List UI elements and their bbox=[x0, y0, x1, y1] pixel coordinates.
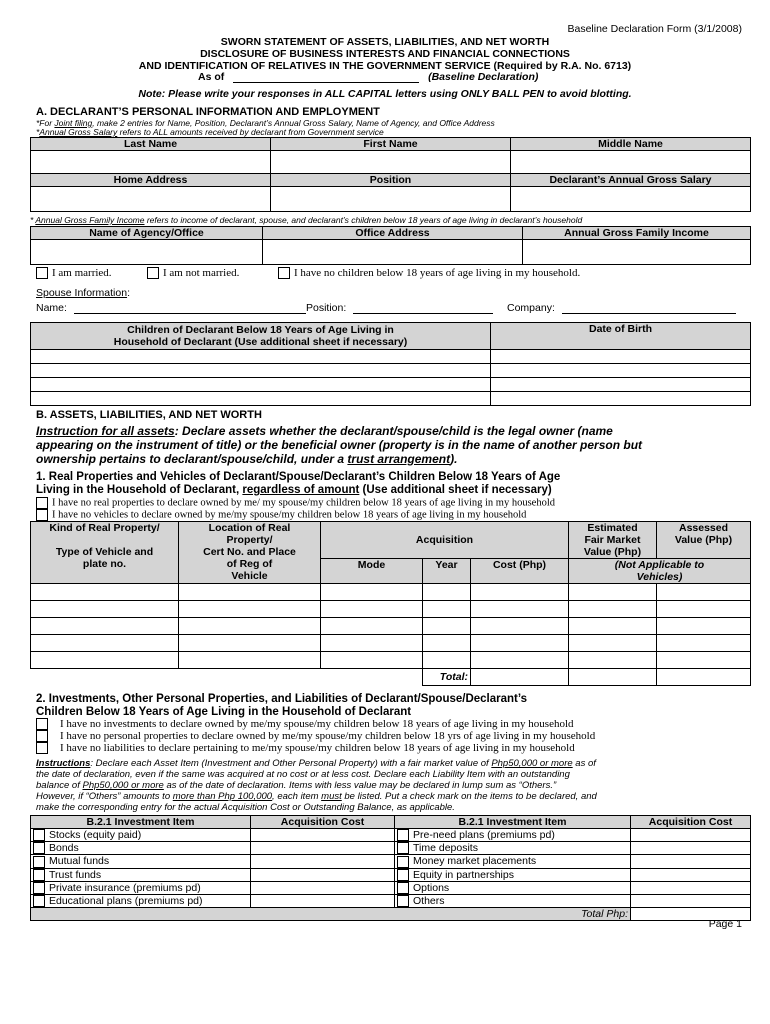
agency-header: Name of Agency/Office bbox=[31, 227, 263, 240]
checkbox[interactable] bbox=[33, 869, 45, 881]
salary-footnote: *Annual Gross Salary refers to ALL amounts received by declarant from Government service bbox=[36, 127, 384, 137]
form-reference: Baseline Declaration Form (3/1/2008) bbox=[567, 23, 742, 35]
investment-item[interactable]: Time deposits bbox=[395, 842, 631, 855]
agency-table bbox=[30, 226, 751, 265]
investment-instructions: Instructions: Declare each Asset Item (Investment and Other Personal Property) with a fair market value of Php50,000 or more as of the date of declaration, even if the same was acquired at no cost or at less cost. Declare each Liability Item with an outstanding balance of Php50,000 or more as of the date of declaration. Items with less value may be declared in lump sum as “Others.” However, if “Others” amounts to more than Php 100,000, each item must be listed. Put a check mark on the items to be declared, and make the corresponding entry for the actual Acquisition Cost or Outstanding Balance, as applicable. bbox=[36, 758, 597, 813]
spouse-name-line[interactable] bbox=[74, 313, 306, 314]
spouse-company-label: Company: bbox=[507, 302, 555, 314]
investment-item[interactable]: Options bbox=[395, 881, 631, 894]
spouse-info-label: Spouse Information: bbox=[36, 287, 130, 299]
table-cell[interactable] bbox=[471, 601, 569, 618]
position-field[interactable] bbox=[271, 187, 511, 212]
investment-item[interactable]: Bonds bbox=[31, 842, 251, 855]
page-number: Page 1 bbox=[708, 918, 742, 930]
kind-header: Kind of Real Property/ Type of Vehicle and plate no. bbox=[31, 522, 179, 584]
investment-item[interactable]: Equity in partnerships bbox=[395, 868, 631, 881]
personal-info-table bbox=[30, 137, 751, 212]
no-children-option[interactable]: I have no children below 18 years of age living in my household. bbox=[278, 267, 580, 279]
acquisition-cost-field[interactable] bbox=[251, 868, 395, 881]
acquisition-cost-field[interactable] bbox=[631, 855, 751, 868]
table-cell[interactable] bbox=[31, 584, 179, 601]
location-header: Location of Real Property/ Cert No. and Place of Reg of Vehicle bbox=[179, 522, 321, 584]
table-cell[interactable] bbox=[423, 601, 471, 618]
acquisition-cost-field[interactable] bbox=[631, 895, 751, 908]
checkbox[interactable] bbox=[33, 895, 45, 907]
table-cell[interactable] bbox=[569, 584, 657, 601]
annual-salary-field[interactable] bbox=[511, 187, 751, 212]
investment-item[interactable]: Trust funds bbox=[31, 868, 251, 881]
table-cell[interactable] bbox=[321, 618, 423, 635]
checkbox[interactable] bbox=[36, 497, 48, 509]
children-table bbox=[30, 322, 751, 406]
table-cell[interactable] bbox=[657, 584, 751, 601]
checkbox[interactable] bbox=[397, 829, 409, 841]
child-name-field[interactable] bbox=[31, 392, 491, 406]
family-income-footnote: * Annual Gross Family Income refers to income of declarant, spouse, and declarant’s children below 18 years of age living in declarant’s household bbox=[30, 215, 583, 225]
table-cell[interactable] bbox=[423, 584, 471, 601]
table-cell[interactable] bbox=[657, 635, 751, 652]
real-properties-heading: 1. Real Properties and Vehicles of Declarant/Spouse/Declarant’s Children Below 18 Years of Age Living in the Household of Declarant, regardless of amount (Use additional sheet if necessary) bbox=[36, 471, 561, 496]
table-cell[interactable] bbox=[321, 652, 423, 669]
spouse-name-label: Name: bbox=[36, 302, 67, 314]
efmv-header: Estimated Fair Market Value (Php) bbox=[569, 522, 657, 559]
spouse-position-label: Position: bbox=[306, 302, 347, 314]
checkbox[interactable] bbox=[33, 882, 45, 894]
child-dob-field[interactable] bbox=[491, 364, 751, 378]
assets-instruction: Instruction for all assets: Declare assets whether the declarant/spouse/child is the legal owner (name appearing on the instrument of title) or the beneficial owner (property is in the name of another person but ownership pertains to declarant/spouse/child, under a trust arrangement). bbox=[36, 424, 643, 466]
form-title-line2: DISCLOSURE OF BUSINESS INTERESTS AND FINANCIAL CONNECTIONS bbox=[200, 48, 570, 60]
table-cell[interactable] bbox=[657, 652, 751, 669]
checkbox[interactable] bbox=[33, 829, 45, 841]
acquisition-cost-field[interactable] bbox=[631, 868, 751, 881]
checkbox[interactable] bbox=[397, 895, 409, 907]
first-name-field[interactable] bbox=[271, 151, 511, 174]
investments-heading: 2. Investments, Other Personal Properties, and Liabilities of Declarant/Spouse/Declarant’s Children Below 18 Years of Age Living in the Household of Declarant bbox=[36, 693, 528, 718]
assessed-header: Assessed Value (Php) bbox=[657, 522, 751, 559]
checkbox[interactable] bbox=[36, 267, 48, 279]
table-cell[interactable] bbox=[569, 635, 657, 652]
as-of-date-line[interactable] bbox=[233, 82, 419, 83]
table-cell[interactable] bbox=[423, 652, 471, 669]
instruction-note: Note: Please write your responses in ALL CAPITAL letters using ONLY BALL PEN to avoid blotting. bbox=[138, 88, 632, 100]
total-label: Total: bbox=[423, 669, 471, 686]
acquisition-cost-field[interactable] bbox=[631, 842, 751, 855]
baseline-label: (Baseline Declaration) bbox=[428, 71, 539, 83]
table-cell[interactable] bbox=[31, 652, 179, 669]
checkbox[interactable] bbox=[36, 730, 48, 742]
as-of-row bbox=[198, 71, 538, 83]
acquisition-header: Acquisition bbox=[321, 522, 569, 559]
agency-field[interactable] bbox=[31, 240, 263, 265]
last-name-header: Last Name bbox=[31, 138, 271, 151]
acquisition-cost-field[interactable] bbox=[631, 829, 751, 842]
table-cell[interactable] bbox=[31, 601, 179, 618]
table-cell[interactable] bbox=[179, 652, 321, 669]
home-address-field[interactable] bbox=[31, 187, 271, 212]
acquisition-cost-header-left: Acquisition Cost bbox=[251, 816, 395, 829]
checkbox[interactable] bbox=[36, 718, 48, 730]
acquisition-cost-field[interactable] bbox=[251, 855, 395, 868]
checkbox[interactable] bbox=[397, 882, 409, 894]
children-header: Children of Declarant Below 18 Years of Age Living in Household of Declarant (Use additional sheet if necessary) bbox=[31, 323, 491, 350]
checkbox[interactable] bbox=[36, 509, 48, 521]
office-address-field[interactable] bbox=[263, 240, 523, 265]
table-cell[interactable] bbox=[179, 618, 321, 635]
investment-item[interactable]: Educational plans (premiums pd) bbox=[31, 895, 251, 908]
checkbox[interactable] bbox=[33, 842, 45, 854]
table-cell[interactable] bbox=[471, 584, 569, 601]
form-title-line3: AND IDENTIFICATION OF RELATIVES IN THE GOVERNMENT SERVICE (Required by R.A. No. 6713) bbox=[138, 60, 632, 72]
table-cell[interactable] bbox=[423, 635, 471, 652]
child-name-field[interactable] bbox=[31, 378, 491, 392]
table-cell[interactable] bbox=[321, 601, 423, 618]
investment-item[interactable]: Private insurance (premiums pd) bbox=[31, 881, 251, 894]
year-header: Year bbox=[423, 559, 471, 584]
child-name-field[interactable] bbox=[31, 364, 491, 378]
table-cell[interactable] bbox=[569, 601, 657, 618]
investment-item[interactable]: Pre-need plans (premiums pd) bbox=[395, 829, 631, 842]
child-name-field[interactable] bbox=[31, 350, 491, 364]
total-efmv-field[interactable] bbox=[569, 669, 657, 686]
checkbox[interactable] bbox=[397, 869, 409, 881]
table-cell[interactable] bbox=[179, 635, 321, 652]
not-applicable-header: (Not Applicable to Vehicles) bbox=[569, 559, 751, 584]
joint-filing-footnote: *For Joint filing, make 2 entries for Name, Position, Declarant’s Annual Gross Salary, Name of Agency, and Office Address bbox=[36, 118, 495, 128]
family-income-header: Annual Gross Family Income bbox=[523, 227, 751, 240]
middle-name-field[interactable] bbox=[511, 151, 751, 174]
checkbox[interactable] bbox=[33, 856, 45, 868]
cost-header: Cost (Php) bbox=[471, 559, 569, 584]
table-cell[interactable] bbox=[31, 635, 179, 652]
checkbox[interactable] bbox=[147, 267, 159, 279]
blank-cell bbox=[321, 669, 423, 686]
real-property-table bbox=[30, 521, 751, 686]
first-name-header: First Name bbox=[271, 138, 511, 151]
spouse-company-row bbox=[507, 302, 736, 314]
checkbox[interactable] bbox=[278, 267, 290, 279]
acquisition-cost-field[interactable] bbox=[251, 895, 395, 908]
table-cell[interactable] bbox=[471, 652, 569, 669]
spouse-company-line[interactable] bbox=[562, 313, 736, 314]
investment-item[interactable]: Others bbox=[395, 895, 631, 908]
table-cell[interactable] bbox=[657, 601, 751, 618]
child-dob-field[interactable] bbox=[491, 378, 751, 392]
married-option[interactable]: I am married. bbox=[36, 267, 112, 279]
spouse-position-line[interactable] bbox=[353, 313, 493, 314]
home-address-header: Home Address bbox=[31, 174, 271, 187]
acquisition-cost-field[interactable] bbox=[251, 881, 395, 894]
table-cell[interactable] bbox=[179, 601, 321, 618]
investment-item[interactable]: Stocks (equity paid) bbox=[31, 829, 251, 842]
as-of-label: As of bbox=[198, 71, 225, 83]
not-married-option[interactable]: I am not married. bbox=[147, 267, 239, 279]
spouse-position-row bbox=[306, 302, 493, 314]
office-address-header: Office Address bbox=[263, 227, 523, 240]
annual-salary-header: Declarant’s Annual Gross Salary bbox=[511, 174, 751, 187]
no-vehicles-option[interactable]: I have no vehicles to declare owned by me/my spouse/my children below 18 years of age living in my household bbox=[36, 509, 526, 521]
investment-table bbox=[30, 815, 751, 921]
checkbox[interactable] bbox=[397, 842, 409, 854]
investment-item[interactable]: Money market placements bbox=[395, 855, 631, 868]
table-cell[interactable] bbox=[179, 584, 321, 601]
child-dob-field[interactable] bbox=[491, 350, 751, 364]
mode-header: Mode bbox=[321, 559, 423, 584]
acquisition-cost-field[interactable] bbox=[251, 842, 395, 855]
position-header: Position bbox=[271, 174, 511, 187]
table-cell[interactable] bbox=[321, 584, 423, 601]
acquisition-cost-field[interactable] bbox=[631, 881, 751, 894]
acquisition-cost-header-right: Acquisition Cost bbox=[631, 816, 751, 829]
table-cell[interactable] bbox=[31, 618, 179, 635]
spouse-name-row bbox=[36, 302, 306, 314]
blank-cell bbox=[31, 669, 179, 686]
table-cell[interactable] bbox=[471, 618, 569, 635]
investment-item-header-right: B.2.1 Investment Item bbox=[395, 816, 631, 829]
section-a-heading: A. DECLARANT’S PERSONAL INFORMATION AND EMPLOYMENT bbox=[36, 106, 380, 118]
no-personal-properties-option[interactable]: I have no personal properties to declare owned by me/my spouse/my children below 18 yrs of age living in my household bbox=[36, 730, 595, 742]
no-real-properties-option[interactable]: I have no real properties to declare owned by me/ my spouse/my children below 18 years of age living in my household bbox=[36, 497, 555, 509]
table-cell[interactable] bbox=[569, 652, 657, 669]
child-dob-field[interactable] bbox=[491, 392, 751, 406]
table-cell[interactable] bbox=[569, 618, 657, 635]
table-cell[interactable] bbox=[471, 635, 569, 652]
section-b-heading: B. ASSETS, LIABILITIES, AND NET WORTH bbox=[36, 409, 262, 421]
acquisition-cost-field[interactable] bbox=[251, 829, 395, 842]
last-name-field[interactable] bbox=[31, 151, 271, 174]
table-cell[interactable] bbox=[321, 635, 423, 652]
middle-name-header: Middle Name bbox=[511, 138, 751, 151]
total-assessed-field[interactable] bbox=[657, 669, 751, 686]
checkbox[interactable] bbox=[397, 856, 409, 868]
total-cost-field[interactable] bbox=[471, 669, 569, 686]
table-cell[interactable] bbox=[423, 618, 471, 635]
form-title-line1: SWORN STATEMENT OF ASSETS, LIABILITIES, AND NET WORTH bbox=[220, 36, 550, 48]
no-liabilities-option[interactable]: I have no liabilities to declare pertaining to me/my spouse/my children below 18 years of age living in my household bbox=[36, 742, 575, 754]
investment-item[interactable]: Mutual funds bbox=[31, 855, 251, 868]
total-php-label: Total Php: bbox=[31, 908, 631, 921]
date-of-birth-header: Date of Birth bbox=[491, 323, 751, 350]
table-cell[interactable] bbox=[657, 618, 751, 635]
investment-item-header-left: B.2.1 Investment Item bbox=[31, 816, 251, 829]
family-income-field[interactable] bbox=[523, 240, 751, 265]
checkbox[interactable] bbox=[36, 742, 48, 754]
blank-cell bbox=[179, 669, 321, 686]
no-investments-option[interactable]: I have no investments to declare owned by me/my spouse/my children below 18 years of age living in my household bbox=[36, 718, 574, 730]
